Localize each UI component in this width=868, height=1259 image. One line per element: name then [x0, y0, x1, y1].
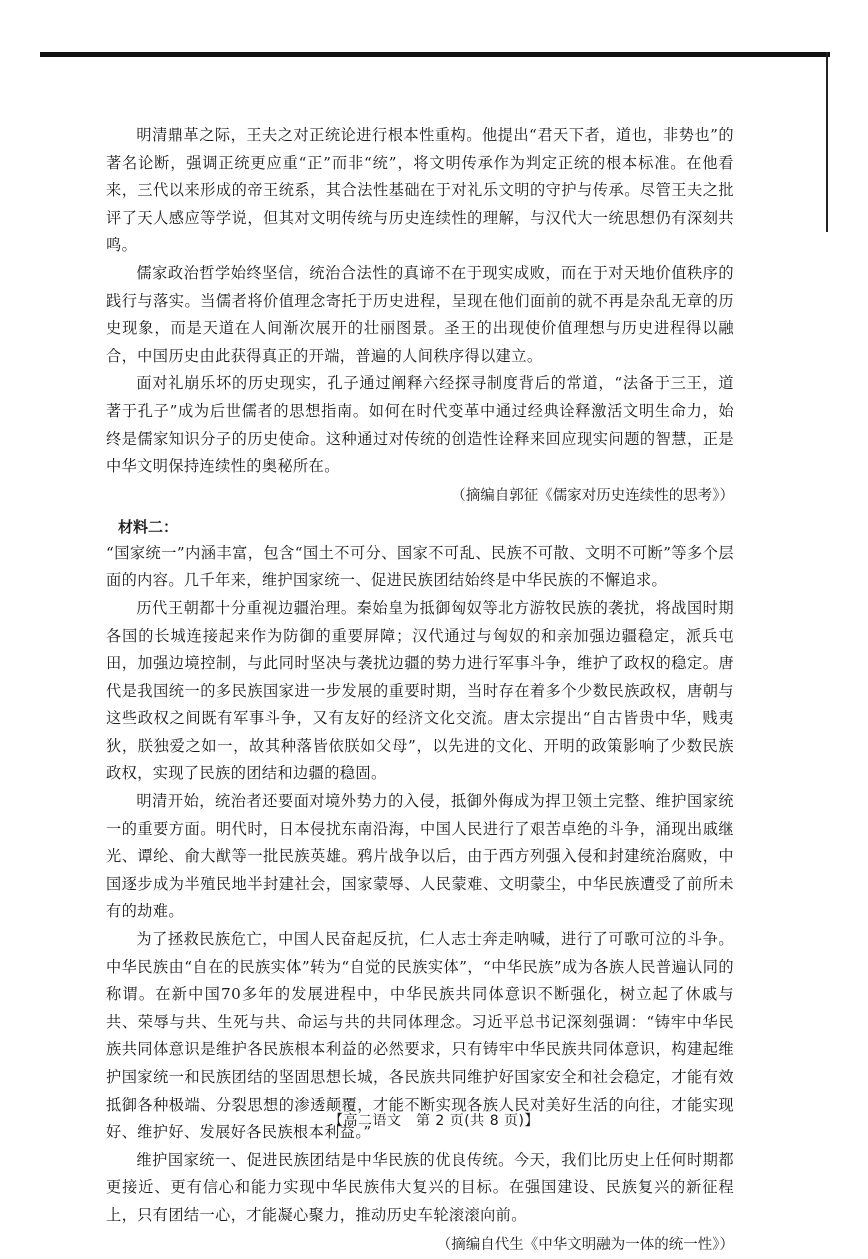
page-footer: 【高二语文 第 2 页(共 8 页)】 [328, 1113, 540, 1129]
material1-paragraph-1: 明清鼎革之际，王夫之对正统论进行根本性重构。他提出“君天下者，道也，非势也”的著名论断，强调正统更应重“正”而非“统”，将文明传承作为判定正统的根本标准。在他看来，三代以来形成的帝王统系，其合法性基础在于对礼乐文明的守护与传承。尽管王夫之批评了天人感应等学说，但其对文明传统与历史连续性的理解，与汉代大一统思想仍有深刻共鸣。 [106, 126, 734, 255]
right-border-line [826, 52, 828, 232]
exam-page-body [106, 122, 734, 1259]
material2-paragraph-2: 历代王朝都十分重视边疆治理。秦始皇为抵御匈奴等北方游牧民族的袭扰，将战国时期各国的长城连接起来作为防御的重要屏障；汉代通过与匈奴的和亲加强边疆稳定，派兵屯田，加强边境控制，与此同时坚决与袭扰边疆的势力进行军事斗争，维护了政权的稳定。唐代是我国统一的多民族国家进一步发展的重要时期，当时存在着多个少数民族政权，唐朝与这些政权之间既有军事斗争，又有友好的经济文化交流。唐太宗提出“自古皆贵中华，贱夷狄，朕独爱之如一，故其种落皆依朕如父母”，以先进的文化、开明的政策影响了少数民族政权，实现了民族的团结和边疆的稳固。 [106, 598, 734, 783]
material2-paragraph-5: 维护国家统一、促进民族团结是中华民族的优良传统。今天，我们比历史上任何时期都更接近、更有信心和能力实现中华民族伟大复兴的目标。在强国建设、民族复兴的新征程上，只有团结一心，才能凝心聚力，推动历史车轮滚滚向前。 [106, 1150, 734, 1224]
top-border-line [40, 52, 830, 57]
material1-paragraph-3: 面对礼崩乐坏的历史现实，孔子通过阐释六经探寻制度背后的常道，“法备于三王，道著于孔子”成为后世儒者的思想指南。如何在时代变革中通过经典诠释激活文明生命力，始终是儒家知识分子的历史使命。这种通过对传统的创造性诠释来回应现实问题的智慧，正是中华文明保持连续性的奥秘所在。 [106, 374, 734, 476]
material2-paragraph-4: 为了拯救民族危亡，中国人民奋起反抗，仁人志士奔走呐喊，进行了可歌可泣的斗争。中华民族由“自在的民族实体”转为“自觉的民族实体”，“中华民族”成为各族人民普遍认同的称谓。在新中国70多年的发展进程中，中华民族共同体意识不断强化，树立起了休戚与共、荣辱与共、生死与共、命运与共的共同体理念。习近平总书记深刻强调：“铸牢中华民族共同体意识是维护各民族根本利益的必然要求，只有铸牢中华民族共同体意识，构建起维护国家统一和民族团结的坚固思想长城，各民族共同维护好国家安全和社会稳定，才能有效抵御各种极端、分裂思想的渗透颠覆，才能不断实现各族人民对美好生活的向往，才能实现好、维护好、发展好各民族根本利益。” [106, 930, 734, 1142]
material1-paragraph-2: 儒家政治哲学始终坚信，统治合法性的真谛不在于现实成败，而在于对天地价值秩序的践行与落实。当儒者将价值理念寄托于历史进程，呈现在他们面前的就不再是杂乱无章的历史现象，而是天道在人间渐次展开的壮丽图景。圣王的出现使价值理想与历史进程得以融合，中国历史由此获得真正的开端，普遍的人间秩序得以建立。 [106, 263, 734, 365]
material2-title: 材料二： [118, 517, 179, 536]
material2-paragraph-3: 明清开始，统治者还要面对境外势力的入侵，抵御外侮成为捍卫领土完整、维护国家统一的重要方面。明代时，日本侵扰东南沿海，中国人民进行了艰苦卓绝的斗争，涌现出戚继光、谭纶、俞大猷等一批民族英雄。鸦片战争以后，由于西方列强入侵和封建统治腐败，中国逐步成为半殖民地半封建社会，国家蒙辱、人民蒙难、文明蒙尘，中华民族遭受了前所未有的劫难。 [106, 792, 734, 921]
material1-source: （摘编自郭征《儒家对历史连续性的思考》） [451, 487, 734, 504]
material2-source: （摘编自代生《中华文明融为一体的统一性》） [436, 1236, 734, 1253]
material2-paragraph-1: “国家统一”内涵丰富，包含“国土不可分、国家不可乱、民族不可散、文明不可断”等多个层面的内容。几千年来，维护国家统一、促进民族团结始终是中华民族的不懈追求。 [106, 543, 734, 590]
